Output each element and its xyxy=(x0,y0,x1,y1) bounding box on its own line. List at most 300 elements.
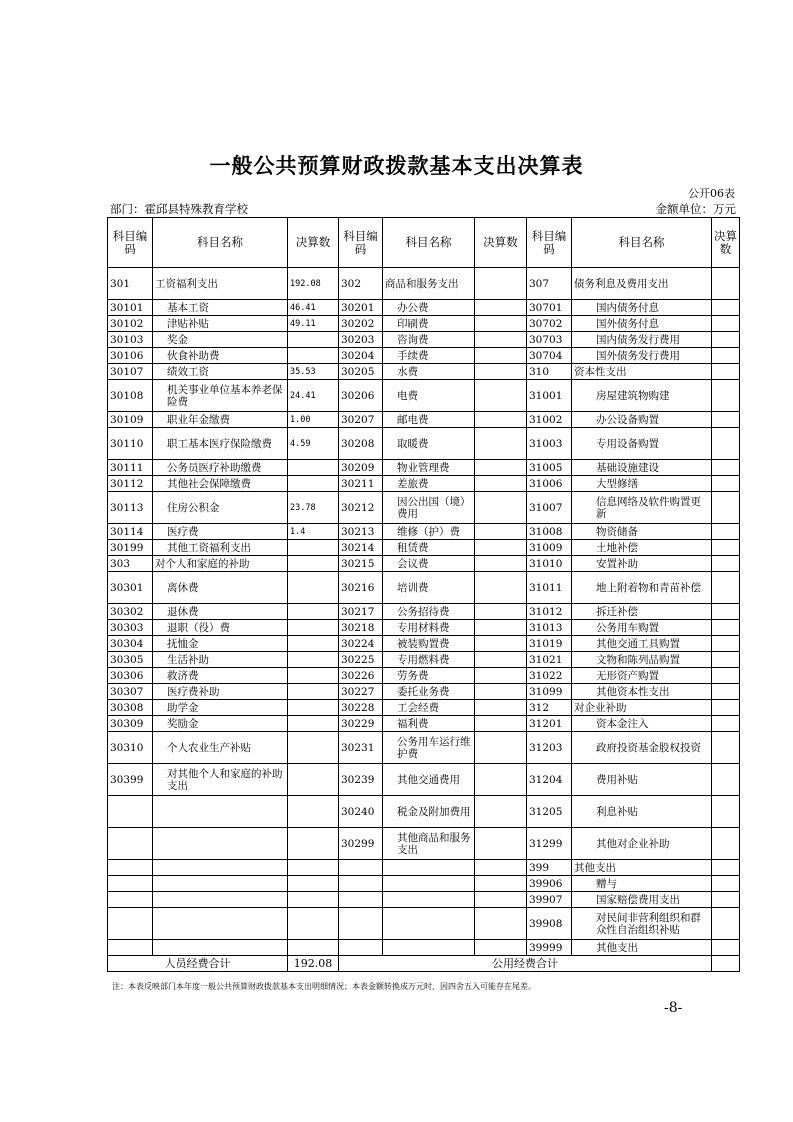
cell-amount xyxy=(475,636,527,652)
cell-name: 维修（护）费 xyxy=(383,524,475,540)
cell-name xyxy=(383,876,475,892)
cell-amount xyxy=(475,684,527,700)
cell-amount xyxy=(712,700,740,716)
table-row xyxy=(108,476,740,492)
table-row xyxy=(108,684,740,700)
cell-code: 30111 xyxy=(108,460,153,476)
cell-code xyxy=(339,908,383,940)
table-row xyxy=(108,524,740,540)
cell-amount xyxy=(712,684,740,700)
cell-name: 债务利息及费用支出 xyxy=(572,268,712,300)
cell-name: 国家赔偿费用支出 xyxy=(572,892,712,908)
cell-amount xyxy=(712,476,740,492)
table-row xyxy=(108,380,740,412)
cell-code: 30239 xyxy=(339,764,383,796)
cell-name: 邮电费 xyxy=(383,412,475,428)
cell-code: 30108 xyxy=(108,380,153,412)
cell-name: 助学金 xyxy=(153,700,288,716)
cell-amount xyxy=(475,524,527,540)
cell-code: 30703 xyxy=(527,332,572,348)
cell-name: 电费 xyxy=(383,380,475,412)
table-row xyxy=(108,556,740,572)
cell-name: 其他对企业补助 xyxy=(572,828,712,860)
cell-name: 被装购置费 xyxy=(383,636,475,652)
cell-amount: 46.41 xyxy=(288,300,339,316)
cell-amount xyxy=(288,668,339,684)
cell-code: 30112 xyxy=(108,476,153,492)
cell-amount xyxy=(288,700,339,716)
cell-amount xyxy=(288,540,339,556)
cell-name xyxy=(153,876,288,892)
cell-code: 30114 xyxy=(108,524,153,540)
cell-code xyxy=(108,828,153,860)
table-row xyxy=(108,892,740,908)
cell-code: 30310 xyxy=(108,732,153,764)
cell-amount xyxy=(712,732,740,764)
cell-code: 30302 xyxy=(108,604,153,620)
cell-name: 公务用车运行维护费 xyxy=(383,732,475,764)
cell-code: 30106 xyxy=(108,348,153,364)
cell-code: 30216 xyxy=(339,572,383,604)
cell-amount xyxy=(712,412,740,428)
table-row xyxy=(108,908,740,940)
cell-amount xyxy=(712,364,740,380)
table-row xyxy=(108,876,740,892)
cell-code: 31008 xyxy=(527,524,572,540)
cell-code: 303 xyxy=(108,556,153,572)
cell-amount xyxy=(288,556,339,572)
cell-name: 职工基本医疗保险缴费 xyxy=(153,428,288,460)
cell-name: 对其他个人和家庭的补助支出 xyxy=(153,764,288,796)
cell-code: 30101 xyxy=(108,300,153,316)
cell-code xyxy=(339,860,383,876)
cell-code: 31204 xyxy=(527,764,572,796)
cell-name: 个人农业生产补贴 xyxy=(153,732,288,764)
cell-amount xyxy=(288,764,339,796)
cell-code: 30217 xyxy=(339,604,383,620)
cell-name: 津贴补贴 xyxy=(153,316,288,332)
header-amount: 决算数 xyxy=(475,218,527,268)
cell-name: 安置补助 xyxy=(572,556,712,572)
cell-code: 31022 xyxy=(527,668,572,684)
cell-code: 39908 xyxy=(527,908,572,940)
cell-amount: 35.53 xyxy=(288,364,339,380)
cell-code: 31001 xyxy=(527,380,572,412)
cell-name: 福利费 xyxy=(383,716,475,732)
cell-amount xyxy=(712,460,740,476)
cell-amount xyxy=(475,380,527,412)
cell-amount xyxy=(712,892,740,908)
cell-name: 专用设备购置 xyxy=(572,428,712,460)
cell-name xyxy=(383,908,475,940)
cell-name: 费用补贴 xyxy=(572,764,712,796)
cell-code: 30209 xyxy=(339,460,383,476)
cell-amount xyxy=(288,892,339,908)
cell-code: 30213 xyxy=(339,524,383,540)
cell-name: 物业管理费 xyxy=(383,460,475,476)
cell-name: 其他资本性支出 xyxy=(572,684,712,700)
cell-name: 其他社会保障缴费 xyxy=(153,476,288,492)
cell-code: 30228 xyxy=(339,700,383,716)
cell-name: 因公出国（境）费用 xyxy=(383,492,475,524)
cell-code: 307 xyxy=(527,268,572,300)
cell-code: 30308 xyxy=(108,700,153,716)
cell-amount xyxy=(288,620,339,636)
cell-code: 30240 xyxy=(339,796,383,828)
cell-amount xyxy=(475,300,527,316)
cell-name: 国外债务发行费用 xyxy=(572,348,712,364)
cell-name: 办公设备购置 xyxy=(572,412,712,428)
cell-code: 31007 xyxy=(527,492,572,524)
cell-code: 31013 xyxy=(527,620,572,636)
cell-amount: 4.59 xyxy=(288,428,339,460)
header-code: 科目编码 xyxy=(339,218,383,268)
amount-unit-label: 金额单位：万元 xyxy=(655,202,736,216)
cell-name: 委托业务费 xyxy=(383,684,475,700)
personnel-total-label: 人员经费合计 xyxy=(108,956,288,972)
cell-amount xyxy=(475,268,527,300)
cell-amount xyxy=(712,380,740,412)
cell-amount xyxy=(475,620,527,636)
cell-amount xyxy=(475,316,527,332)
cell-code: 30206 xyxy=(339,380,383,412)
cell-name: 水费 xyxy=(383,364,475,380)
cell-amount xyxy=(712,316,740,332)
cell-name xyxy=(153,892,288,908)
personnel-total-value: 192.08 xyxy=(288,956,339,972)
table-row xyxy=(108,796,740,828)
cell-name: 拆迁补偿 xyxy=(572,604,712,620)
cell-name: 离休费 xyxy=(153,572,288,604)
table-body xyxy=(108,268,740,972)
table-row xyxy=(108,860,740,876)
cell-code: 31012 xyxy=(527,604,572,620)
cell-code: 30399 xyxy=(108,764,153,796)
cell-amount xyxy=(288,604,339,620)
cell-amount xyxy=(712,492,740,524)
table-row xyxy=(108,716,740,732)
cell-amount xyxy=(712,604,740,620)
cell-amount xyxy=(712,332,740,348)
cell-code: 30207 xyxy=(339,412,383,428)
cell-code: 30199 xyxy=(108,540,153,556)
cell-code: 39906 xyxy=(527,876,572,892)
cell-code: 30218 xyxy=(339,620,383,636)
cell-code: 31019 xyxy=(527,636,572,652)
cell-code: 30702 xyxy=(527,316,572,332)
cell-name: 信息网络及软件购置更新 xyxy=(572,492,712,524)
cell-code: 30226 xyxy=(339,668,383,684)
header-name: 科目名称 xyxy=(572,218,712,268)
cell-name: 房屋建筑物购建 xyxy=(572,380,712,412)
table-row xyxy=(108,460,740,476)
cell-amount xyxy=(288,684,339,700)
header-amount: 决算数 xyxy=(712,218,740,268)
cell-name: 医疗费补助 xyxy=(153,684,288,700)
cell-name: 会议费 xyxy=(383,556,475,572)
cell-name: 其他交通费用 xyxy=(383,764,475,796)
cell-amount xyxy=(288,476,339,492)
cell-code: 31203 xyxy=(527,732,572,764)
table-row xyxy=(108,828,740,860)
cell-name: 资本金注入 xyxy=(572,716,712,732)
cell-amount xyxy=(712,940,740,956)
cell-name: 赠与 xyxy=(572,876,712,892)
cell-amount xyxy=(712,572,740,604)
cell-amount xyxy=(475,860,527,876)
cell-name: 生活补助 xyxy=(153,652,288,668)
cell-name: 救济费 xyxy=(153,668,288,684)
cell-amount xyxy=(712,300,740,316)
cell-name: 商品和服务支出 xyxy=(383,268,475,300)
cell-amount xyxy=(288,332,339,348)
cell-amount xyxy=(288,460,339,476)
cell-name xyxy=(383,940,475,956)
cell-amount xyxy=(475,700,527,716)
cell-name xyxy=(153,796,288,828)
cell-code xyxy=(339,892,383,908)
cell-name: 租赁费 xyxy=(383,540,475,556)
header-name: 科目名称 xyxy=(153,218,288,268)
cell-code: 31021 xyxy=(527,652,572,668)
cell-name: 劳务费 xyxy=(383,668,475,684)
cell-code: 31099 xyxy=(527,684,572,700)
cell-amount xyxy=(475,940,527,956)
cell-amount xyxy=(288,876,339,892)
cell-amount xyxy=(475,764,527,796)
cell-code: 30301 xyxy=(108,572,153,604)
cell-amount xyxy=(712,668,740,684)
cell-code: 30204 xyxy=(339,348,383,364)
cell-amount xyxy=(475,604,527,620)
cell-amount xyxy=(475,476,527,492)
cell-amount xyxy=(712,876,740,892)
cell-amount xyxy=(712,556,740,572)
cell-amount xyxy=(475,540,527,556)
cell-name: 工资福利支出 xyxy=(153,268,288,300)
cell-code xyxy=(108,860,153,876)
cell-name: 基本工资 xyxy=(153,300,288,316)
cell-code: 30231 xyxy=(339,732,383,764)
cell-code xyxy=(339,876,383,892)
cell-code: 30224 xyxy=(339,636,383,652)
cell-amount xyxy=(288,652,339,668)
cell-name: 绩效工资 xyxy=(153,364,288,380)
cell-amount xyxy=(288,796,339,828)
cell-name xyxy=(153,860,288,876)
cell-code xyxy=(108,796,153,828)
table-row xyxy=(108,300,740,316)
cell-amount xyxy=(475,428,527,460)
table-row xyxy=(108,492,740,524)
table-row xyxy=(108,620,740,636)
footnote: 注：本表反映部门本年度一般公共预算财政拨款基本支出明细情况；本表金额转换成万元时，因四舍五入可能存在尾差。 xyxy=(112,982,536,991)
cell-amount xyxy=(288,636,339,652)
cell-name: 住房公积金 xyxy=(153,492,288,524)
department-label: 部门：霍邱县特殊教育学校 xyxy=(110,202,248,216)
cell-code: 30701 xyxy=(527,300,572,316)
cell-code: 39999 xyxy=(527,940,572,956)
table-row xyxy=(108,940,740,956)
cell-amount xyxy=(712,796,740,828)
cell-code: 30305 xyxy=(108,652,153,668)
cell-name: 无形资产购置 xyxy=(572,668,712,684)
cell-code: 31010 xyxy=(527,556,572,572)
cell-code: 31003 xyxy=(527,428,572,460)
cell-name: 大型修缮 xyxy=(572,476,712,492)
table-row xyxy=(108,268,740,300)
cell-code: 30212 xyxy=(339,492,383,524)
cell-code: 30225 xyxy=(339,652,383,668)
cell-name: 办公费 xyxy=(383,300,475,316)
cell-name: 退休费 xyxy=(153,604,288,620)
cell-code: 312 xyxy=(527,700,572,716)
cell-code: 30704 xyxy=(527,348,572,364)
header-amount: 决算数 xyxy=(288,218,339,268)
cell-amount: 1.4 xyxy=(288,524,339,540)
cell-amount xyxy=(475,652,527,668)
cell-amount xyxy=(712,428,740,460)
cell-amount xyxy=(712,764,740,796)
cell-code: 31205 xyxy=(527,796,572,828)
cell-name: 医疗费 xyxy=(153,524,288,540)
cell-name: 专用燃料费 xyxy=(383,652,475,668)
cell-code: 31002 xyxy=(527,412,572,428)
cell-code: 30103 xyxy=(108,332,153,348)
cell-amount: 49.11 xyxy=(288,316,339,332)
expenditure-table xyxy=(107,217,740,972)
cell-name: 文物和陈列品购置 xyxy=(572,652,712,668)
cell-code: 30229 xyxy=(339,716,383,732)
cell-amount xyxy=(475,364,527,380)
cell-name: 利息补贴 xyxy=(572,796,712,828)
cell-code: 31201 xyxy=(527,716,572,732)
cell-code: 31009 xyxy=(527,540,572,556)
cell-code: 30307 xyxy=(108,684,153,700)
cell-code: 30306 xyxy=(108,668,153,684)
cell-amount xyxy=(475,460,527,476)
table-row xyxy=(108,700,740,716)
cell-name xyxy=(153,828,288,860)
cell-amount xyxy=(475,732,527,764)
cell-code: 30303 xyxy=(108,620,153,636)
cell-name: 差旅费 xyxy=(383,476,475,492)
cell-name: 其他交通工具购置 xyxy=(572,636,712,652)
cell-amount: 24.41 xyxy=(288,380,339,412)
cell-name: 其他支出 xyxy=(572,940,712,956)
cell-code: 31011 xyxy=(527,572,572,604)
cell-name: 咨询费 xyxy=(383,332,475,348)
cell-name: 国内债务付息 xyxy=(572,300,712,316)
cell-amount xyxy=(475,828,527,860)
cell-name: 土地补偿 xyxy=(572,540,712,556)
cell-code: 30203 xyxy=(339,332,383,348)
form-number: 公开06表 xyxy=(688,187,735,200)
cell-code: 30304 xyxy=(108,636,153,652)
cell-amount xyxy=(475,668,527,684)
cell-code: 30110 xyxy=(108,428,153,460)
table-row xyxy=(108,412,740,428)
table-row xyxy=(108,332,740,348)
cell-code: 31005 xyxy=(527,460,572,476)
cell-code xyxy=(108,908,153,940)
cell-amount xyxy=(475,492,527,524)
cell-amount: 192.08 xyxy=(288,268,339,300)
table-row xyxy=(108,652,740,668)
table-row xyxy=(108,348,740,364)
cell-code: 30214 xyxy=(339,540,383,556)
cell-name: 退职（役）费 xyxy=(153,620,288,636)
cell-name: 专用材料费 xyxy=(383,620,475,636)
cell-code: 302 xyxy=(339,268,383,300)
cell-name: 职业年金缴费 xyxy=(153,412,288,428)
cell-amount xyxy=(712,524,740,540)
table-row xyxy=(108,732,740,764)
page-title: 一般公共预算财政拨款基本支出决算表 xyxy=(209,153,584,178)
cell-code: 31299 xyxy=(527,828,572,860)
table-header-row xyxy=(108,218,740,268)
cell-amount xyxy=(288,908,339,940)
cell-name: 奖金 xyxy=(153,332,288,348)
cell-name: 税金及附加费用 xyxy=(383,796,475,828)
header-code: 科目编码 xyxy=(108,218,153,268)
cell-amount xyxy=(712,652,740,668)
cell-name: 国内债务发行费用 xyxy=(572,332,712,348)
cell-name: 奖励金 xyxy=(153,716,288,732)
public-total-label: 公用经费合计 xyxy=(339,956,712,972)
cell-amount xyxy=(475,796,527,828)
cell-amount: 23.78 xyxy=(288,492,339,524)
cell-name: 对民间非营利组织和群众性自治组织补贴 xyxy=(572,908,712,940)
cell-name: 公务用车购置 xyxy=(572,620,712,636)
cell-name: 公务员医疗补助缴费 xyxy=(153,460,288,476)
cell-amount xyxy=(475,572,527,604)
cell-code: 30107 xyxy=(108,364,153,380)
table-row xyxy=(108,364,740,380)
cell-code: 31006 xyxy=(527,476,572,492)
cell-name xyxy=(153,940,288,956)
cell-name: 国外债务付息 xyxy=(572,316,712,332)
cell-amount xyxy=(475,908,527,940)
table-row xyxy=(108,572,740,604)
table-row xyxy=(108,764,740,796)
cell-code: 30208 xyxy=(339,428,383,460)
cell-amount xyxy=(712,860,740,876)
cell-name: 公务招待费 xyxy=(383,604,475,620)
cell-amount xyxy=(288,940,339,956)
cell-name: 对个人和家庭的补助 xyxy=(153,556,288,572)
cell-name: 机关事业单位基本养老保险费 xyxy=(153,380,288,412)
cell-code: 39907 xyxy=(527,892,572,908)
cell-amount xyxy=(712,716,740,732)
header-name: 科目名称 xyxy=(383,218,475,268)
cell-code xyxy=(339,940,383,956)
cell-amount: 1.00 xyxy=(288,412,339,428)
totals-row xyxy=(108,956,740,972)
cell-code: 30102 xyxy=(108,316,153,332)
cell-name: 地上附着物和青苗补偿 xyxy=(572,572,712,604)
cell-code: 30202 xyxy=(339,316,383,332)
cell-name: 抚恤金 xyxy=(153,636,288,652)
cell-name: 其他工资福利支出 xyxy=(153,540,288,556)
table-row xyxy=(108,316,740,332)
cell-amount xyxy=(288,348,339,364)
cell-name: 培训费 xyxy=(383,572,475,604)
cell-code: 30201 xyxy=(339,300,383,316)
cell-amount xyxy=(475,876,527,892)
cell-code: 30215 xyxy=(339,556,383,572)
cell-amount xyxy=(288,716,339,732)
